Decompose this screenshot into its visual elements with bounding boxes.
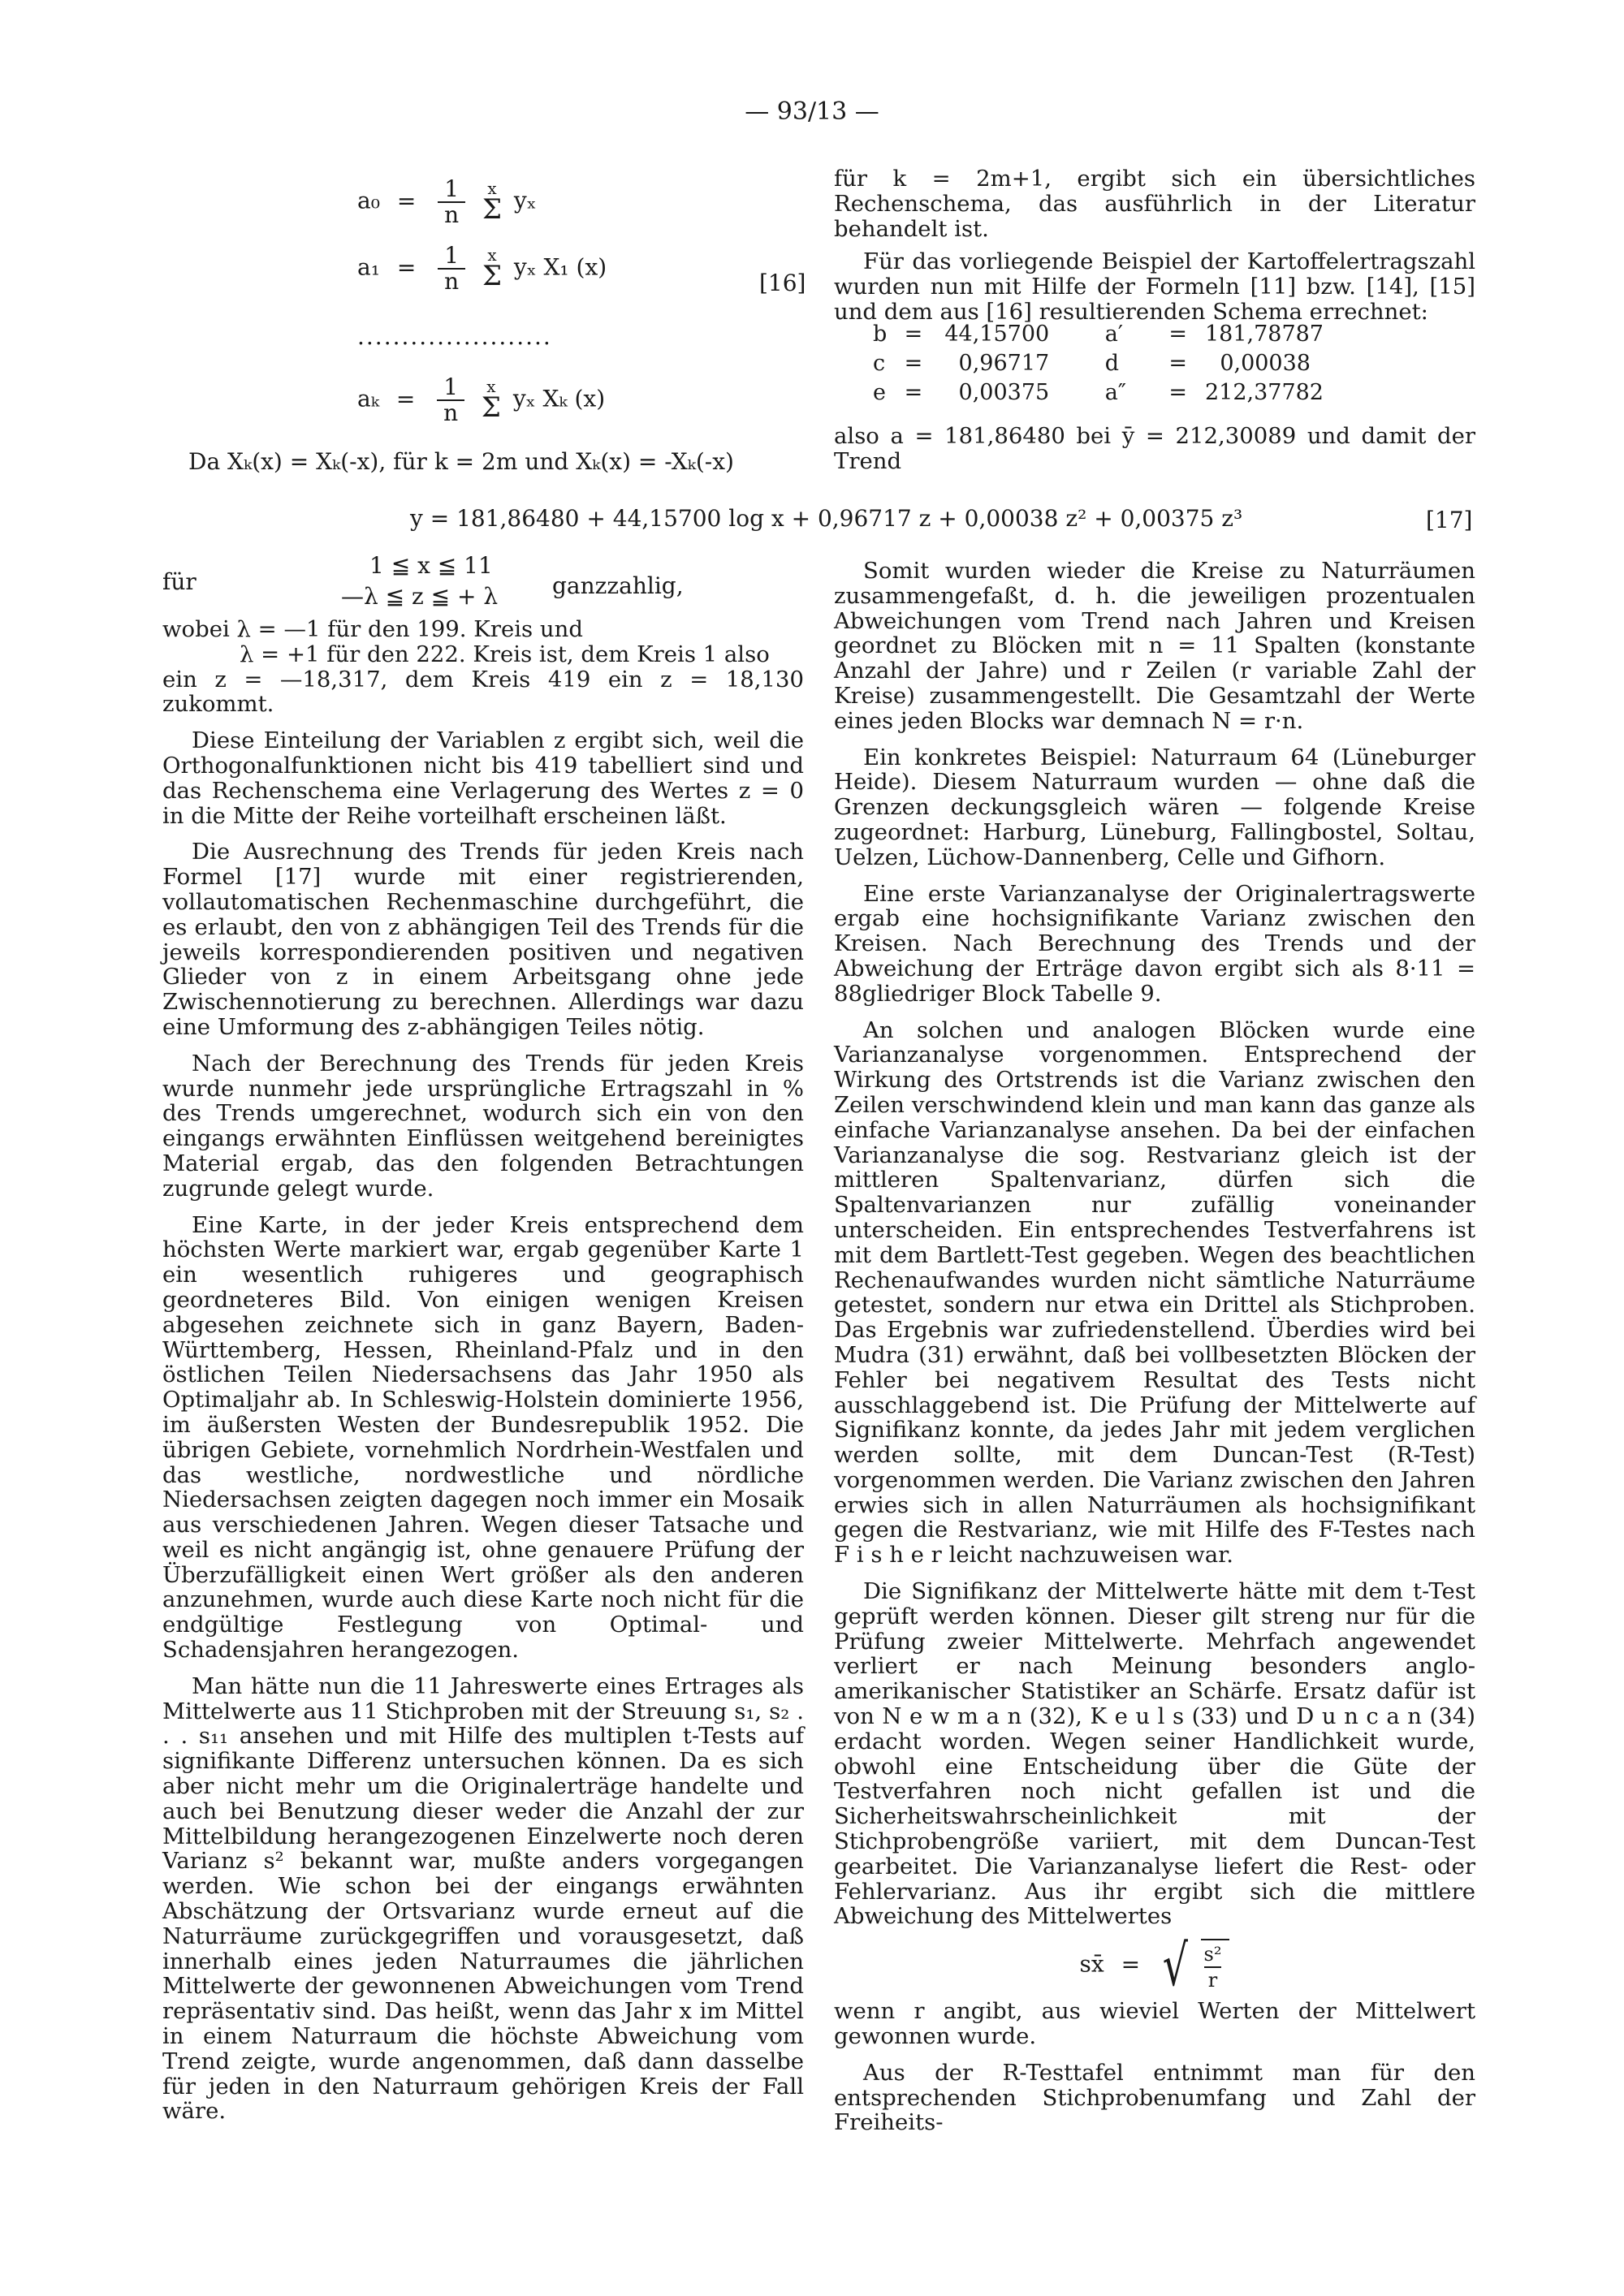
frac-den: r <box>1207 1969 1218 1992</box>
trend-intro <box>834 424 1475 474</box>
ellipsis-row: ...................... <box>357 323 552 350</box>
eq-sign: = <box>396 187 417 214</box>
equation-ak <box>357 375 605 425</box>
frac-num: s² <box>1204 1942 1222 1968</box>
coef-name: e <box>873 380 886 405</box>
equation-17: y = 181,86480 + 44,15700 log x + 0,96717 z + 0,00038 z² + 0,00375 z³ <box>410 505 1243 532</box>
coefficient-row <box>873 351 1441 380</box>
eq-lhs: aₖ <box>357 385 379 412</box>
sigma-glyph: Σ <box>482 260 502 292</box>
eq-lhs: a₀ <box>357 187 380 214</box>
paragraph: Aus der R-Testtafel entnimmt man für den entsprechenden Stichprobenumfang und Zahl der Freiheits- <box>834 2059 1475 2136</box>
coef-name: b <box>873 322 888 347</box>
sigma-glyph: Σ <box>482 193 502 226</box>
parity-condition: Da Xₖ(x) = Xₖ(-x), für k = 2m und Xₖ(x) = -Xₖ(-x) <box>188 448 734 475</box>
paragraph: An solchen und analogen Blöcken wurde eine Varianzanalyse vorgenommen. Entsprechend der Wirkung des Ortstrends ist die Varianz zwischen den Zeilen verschwindend klein und man kann das ganze als einfache Varianzanalyse ansehen. Da bei der einfachen Varianzanalyse die sog. Restvarianz gleich ist der mittleren Spaltenvarianz, dürfen sich die Spaltenvarianzen nur zufällig voneinander unterscheiden. Ein entsprechendes Testverfahrens ist mit dem Bartlett-Test gegeben. Wegen des beachtlichen Rechenaufwandes wurden nicht sämtliche Naturräume getestet, sondern nur etwa ein Drittel als Stichproben. Das Ergebnis war zufriedenstellend. Überdies wird bei Mudra (31) erwähnt, daß bei vollbesetzten Blöcken der Fehler bei negativem Resultat des Tests nicht ausschlaggebend ist. Die Prüfung der Mittelwerte auf Signifikanz konnte, da jedes Jahr mit jedem verglichen werden sollte, mit dem Duncan-Test (R-Test) vorgenommen werden. Die Varianz zwischen den Jahren erwies sich in allen Naturräumen als hochsignifikant gegen die Restvarianz, wie mit Hilfe des F-Testes nach F i s h e r leicht nachzuweisen war. <box>834 1016 1475 1569</box>
coefficient-table <box>873 322 1441 409</box>
eq-rhs: yₓ X₁ (x) <box>513 253 607 281</box>
sx-formula <box>834 1932 1475 2000</box>
paragraph: Eine Karte, in der jeder Kreis entsprechend dem höchsten Werte markiert war, ergab gegenüber Karte 1 ein wesentlich ruhigeres und geographisch geordneteres Bild. Von einigen wenigen Kreisen abgesehen zeichnete sich in ganz Bayern, Baden-Württemberg, Hessen, Rheinland-Pfalz und in den östlichen Teilen Niedersachsens das Jahr 1950 als Optimaljahr ab. In Schleswig-Holstein dominierte 1956, im äußersten Westen der Bundesrepublik 1952. Die übrigen Gebiete, vornehmlich Nordrhein-Westfalen und das westliche, nordwestliche und nördliche Niedersachsen zeigten dagegen noch immer ein Mosaik aus verschiedenen Jahren. Wegen dieser Tatsache und weil es nicht angängig ist, ohne genauere Prüfung der Überzufälligkeit einen Wert größer als den anderen anzunehmen, wurde auch diese Karte noch nicht für die endgültige Festlegung von Optimal- und Schadensjahren herangezogen. <box>162 1211 804 1664</box>
frac-den: n <box>444 201 460 228</box>
coef-eq: = <box>1168 322 1187 347</box>
frac-num: 1 <box>438 177 465 203</box>
eq-rhs: yₓ Xₖ (x) <box>512 385 606 412</box>
coef-eq: = <box>1168 380 1187 405</box>
paragraph: Man hätte nun die 11 Jahreswerte eines Ertrages als Mittelwerte aus 11 Stichproben mit der Streuung s₁, s₂ . . . s₁₁ ansehen und mit Hilfe des multiplen t-Tests auf signifikante Differenz untersuchen können. Da es sich aber nicht mehr um die Originalerträge handelte und auch bei Benutzung dieser weder die Anzahl der zur Mittelbildung herangezogenen Einzelwerte noch deren Varianz s² bekannt war, mußte anders vorgegangen werden. Wie schon bei der eingangs erwähnten Abschätzung der Ortsvarianz wurde erneut auf die Naturräume zurückgegriffen und vorausgesetzt, daß innerhalb eines jeden Naturraumes die jährlichen Mittelwerte der gewonnenen Abweichungen vom Trend repräsentativ sind. Das heißt, wenn das Jahr x im Mittel in einem Naturraum die höchste Abweichung vom Trend zeigte, wurde angenommen, daß dann dasselbe für jeden in den Naturraum gehörigen Kreis der Fall wäre. <box>162 1672 804 2125</box>
label-fuer: für <box>162 568 197 595</box>
coef-eq: = <box>1168 351 1187 376</box>
frac-den: n <box>443 399 459 426</box>
coef-eq: = <box>904 380 923 405</box>
coefficient-row <box>873 322 1441 351</box>
coef-value: 212,37782 <box>1204 380 1324 405</box>
paragraph: Ein konkretes Beispiel: Naturraum 64 (Lüneburger Heide). Diesem Naturraum wurden — ohne daß die Grenzen deckungsgleich wären — folgende Kreise zugeordnet: Harburg, Lüneburg, Fallingbostel, Soltau, Uelzen, Lüchow-Dannenberg, Celle und Gifhorn. <box>834 744 1475 870</box>
coefficient-row <box>873 380 1441 409</box>
equation-number-17: [17] <box>1426 507 1473 533</box>
paragraph: wobei λ = —1 für den 199. Kreis und <box>162 616 583 642</box>
equation-a1 <box>357 244 607 294</box>
paragraph: Die Signifikanz der Mittelwerte hätte mit dem t-Test geprüft werden können. Dieser gilt streng nur für die Prüfung zweier Mittelwerte. Mehrfach angewendet verliert er nach Meinung besonders anglo-amerikanischer Statistiker an Schärfe. Ersatz dafür ist von N e w m a n (32), K e u l s (33) und D u n c a n (34) erdacht worden. Wegen seiner Handlichkeit wurde, obwohl eine Entscheidung über die Güte der Testverfahren noch nicht gefallen ist und die Sicherheitswahrscheinlichkeit mit der Stichprobengröße variiert, mit dem Duncan-Test gearbeitet. Die Varianzanalyse liefert die Rest- oder Fehlervarianz. Aus ihr ergibt sich die mittlere Abweichung des Mittelwertes <box>834 1578 1475 1930</box>
coef-eq: = <box>904 322 923 347</box>
coef-value: 0,00375 <box>958 380 1050 405</box>
fraction <box>437 375 464 425</box>
paragraph: Eine erste Varianzanalyse der Originalertragswerte ergab eine hochsignifikante Varianz zwischen den Kreisen. Nach Berechnung des Trends und der Abweichung der Erträge davon ergibt sich als 8·11 = 88gliedriger Block Tabelle 9. <box>834 880 1475 1007</box>
frac-num: 1 <box>437 375 464 401</box>
coef-eq: = <box>904 351 923 376</box>
left-column-body <box>162 617 804 2124</box>
eq-lhs: a₁ <box>357 253 380 281</box>
paragraph: also a = 181,86480 bei ȳ = 212,30089 und damit der Trend <box>834 423 1475 474</box>
sum-symbol <box>482 245 502 292</box>
paragraph: ein z = —18,317, dem Kreis 419 ein z = 18,130 zukommt. <box>162 666 804 718</box>
radical-glyph: √ <box>1162 1932 1188 2000</box>
coef-value: 181,78787 <box>1204 322 1324 347</box>
right-top-text <box>834 166 1475 325</box>
fraction <box>438 177 465 227</box>
paragraph: λ = +1 für den 222. Kreis ist, dem Kreis 1 also <box>240 641 770 667</box>
sigma-glyph: Σ <box>481 391 501 424</box>
radicand <box>1201 1939 1230 1992</box>
coef-value: 0,96717 <box>958 351 1050 376</box>
sqrt-symbol <box>1157 1932 1229 2000</box>
frac-den: n <box>444 268 460 295</box>
eq-sign: = <box>1121 1950 1141 1978</box>
right-column-body <box>834 559 1475 2135</box>
coef-value: 0,00038 <box>1220 351 1311 376</box>
coef-name: a″ <box>1104 380 1126 405</box>
coef-name: a′ <box>1104 322 1124 347</box>
page-number: — 93/13 — <box>745 97 879 126</box>
label-ganzzahlig: ganzzahlig, <box>552 572 684 599</box>
coef-name: c <box>873 351 886 376</box>
paragraph: Für das vorliegende Beispiel der Kartoffelertragszahl wurden nun mit Hilfe der Formeln [11] bzw. [14], [15] und dem aus [16] resultierenden Schema errechnet: <box>834 248 1475 325</box>
paragraph: für k = 2m+1, ergibt sich ein übersichtliches Rechenschema, das ausführlich in der Literatur behandelt ist. <box>834 166 1475 242</box>
eq-rhs: yₓ <box>513 187 537 214</box>
sum-upper: x <box>486 377 496 396</box>
eq-sign: = <box>395 385 416 412</box>
paragraph: Diese Einteilung der Variablen z ergibt sich, weil die Orthogonalfunktionen nicht bis 419 tabelliert sind und das Rechenschema eine Verlagerung des Wertes z = 0 in die Mitte der Reihe vorteilhaft erscheinen läßt. <box>162 727 804 829</box>
equation-a0 <box>357 177 537 227</box>
paragraph: Somit wurden wieder die Kreise zu Naturräumen zusammengefaßt, d. h. die jeweiligen prozentualen Abweichungen vom Trend nach Jahren und Kreisen geordnet zu Blöcken mit n = 11 Spalten (konstante Anzahl der Jahre) und r Zeilen (r variable Zahl der Kreise) zusammengestellt. Die Gesamtzahl der Werte eines jeden Blocks war demnach N = r·n. <box>834 558 1475 734</box>
sum-symbol <box>482 179 502 226</box>
eq-sign: = <box>396 253 417 281</box>
paragraph: Nach der Berechnung des Trends für jeden Kreis wurde nunmehr jede ursprüngliche Ertragszahl in % des Trends umgerechnet, wodurch sich ein von den eingangs erwähnten Einflüssen weitgehend bereinigtes Material ergab, das den folgenden Betrachtungen zugrunde gelegt wurde. <box>162 1050 804 1202</box>
sum-symbol <box>481 377 501 424</box>
coef-value: 44,15700 <box>944 322 1050 347</box>
range-z: —λ ≦ z ≦ + λ <box>341 583 499 610</box>
sum-upper: x <box>487 245 497 265</box>
sum-upper: x <box>487 179 497 198</box>
fraction <box>438 244 465 294</box>
coef-name: d <box>1104 351 1120 376</box>
frac-num: 1 <box>438 244 465 270</box>
equation-number-16: [16] <box>759 270 806 296</box>
range-x: 1 ≦ x ≦ 11 <box>369 552 493 579</box>
paragraph: wenn r angibt, aus wieviel Werten der Mittelwert gewonnen wurde. <box>834 1998 1475 2050</box>
paragraph: Die Ausrechnung des Trends für jeden Kreis nach Formel [17] wurde mit einer registrierenden, vollautomatischen Rechenmaschine durchgeführt, die es erlaubt, den von z abhängigen Teil des Trends für die jeweils korrespondierenden positiven und negativen Glieder von z in einem Arbeitsgang ohne jede Zwischennotierung zu berechnen. Allerdings war dazu eine Umformung des z-abhängigen Teiles nötig. <box>162 839 804 1040</box>
sx-lhs: sx̄ <box>1079 1950 1104 1978</box>
